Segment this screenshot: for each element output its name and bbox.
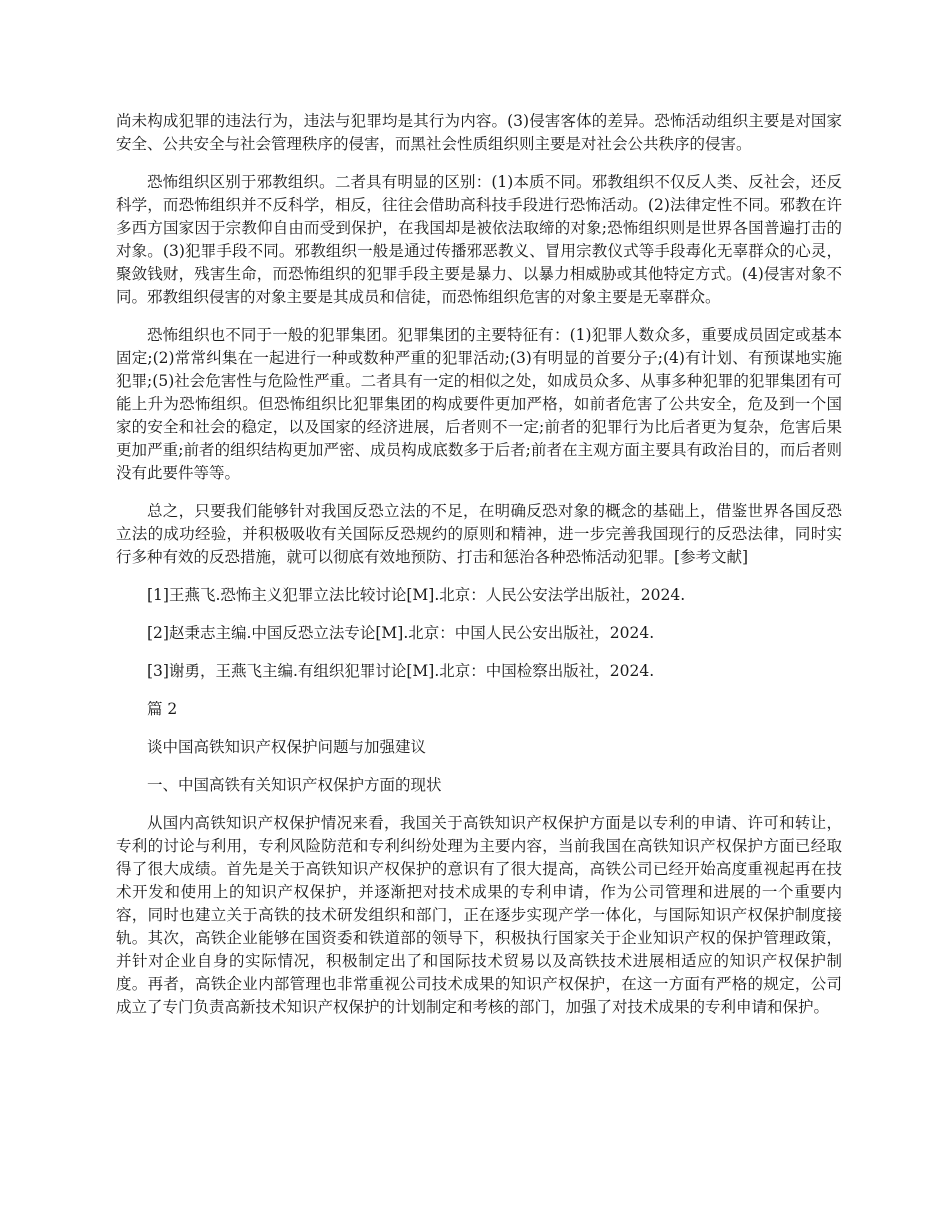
article-title: 谈中国高铁知识产权保护问题与加强建议 <box>147 738 427 756</box>
paragraph-continuation: 尚未构成犯罪的违法行为，违法与犯罪均是其行为内容。(3)侵害客体的差异。恐怖活动组织主要是对国家安全、公共安全与社会管理秩序的侵害，而黑社会性质组织则主要是对社会公共秩序的侵害。 <box>116 112 842 153</box>
reference-item: [3]谢勇，王燕飞主编.有组织犯罪讨论[M].北京：中国检察出版社，2024. <box>147 662 655 680</box>
body-paragraph: 从国内高铁知识产权保护情况来看，我国关于高铁知识产权保护方面是以专利的申请、许可和转让，专利的讨论与利用，专利风险防范和专利纠纷处理为主要内容，当前我国在高铁知识产权保护方面已经取得了很大成绩。首先是关于高铁知识产权保护的意识有了很大提高，高铁公司已经开始高度重视起再在技术开发和使用上的知识产权保护，并逐渐把对技术成果的专利申请，作为公司管理和进展的一个重要内容，同时也建立关于高铁的技术研发组织和部门，正在逐步实现产学一体化，与国际知识产权保护制度接轨。其次，高铁企业能够在国资委和铁道部的领导下，积极执行国家关于企业知识产权的保护管理政策，并针对企业自身的实际情况，积极制定出了和国际技术贸易以及高铁技术进展相适应的知识产权保护制度。再者，高铁企业内部管理也非常重视公司技术成果的知识产权保护，在这一方面有严格的规定，公司成立了专门负责高新技术知识产权保护的计划制定和考核的部门，加强了对技术成果的专利申请和保护。 <box>116 814 842 1016</box>
document-page <box>116 110 842 1034</box>
paragraph-criminal-group-comparison: 恐怖组织也不同于一般的犯罪集团。犯罪集团的主要特征有：(1)犯罪人数众多，重要成员固定或基本固定;(2)常常纠集在一起进行一种或数种严重的犯罪活动;(3)有明显的首要分子;(4)有计划、有预谋地实施犯罪;(5)社会危害性与危险性严重。二者具有一定的相似之处，如成员众多、从事多种犯罪的犯罪集团有可能上升为恐怖组织。但恐怖组织比犯罪集团的构成要件更加严格，如前者危害了公共安全，危及到一个国家的安全和社会的稳定，以及国家的经济进展，后者则不一定;前者的犯罪行为比后者更为复杂，危害后果更加严重;前者的组织结构更加严密、成员构成底数多于后者;前者在主观方面主要具有政治目的，而后者则没有此要件等等。 <box>116 326 842 482</box>
section-label: 篇 2 <box>147 700 178 718</box>
reference-item: [2]赵秉志主编.中国反恐立法专论[M].北京：中国人民公安出版社，2024. <box>147 624 655 642</box>
paragraph-cult-comparison: 恐怖组织区别于邪教组织。二者具有明显的区别：(1)本质不同。邪教组织不仅反人类、反社会，还反科学，而恐怖组织并不反科学，相反，往往会借助高科技手段进行恐怖活动。(2)法律定性不同。邪教在许多西方国家因于宗教仰自由而受到保护，在我国却是被依法取缔的对象;恐怖组织则是世界各国普遍打击的对象。(3)犯罪手段不同。邪教组织一般是通过传播邪恶教义、冒用宗教仪式等手段毒化无辜群众的心灵，聚敛钱财，残害生命，而恐怖组织的犯罪手段主要是暴力、以暴力相威胁或其他特定方式。(4)侵害对象不同。邪教组织侵害的对象主要是其成员和信徒，而恐怖组织危害的对象主要是无辜群众。 <box>116 173 842 306</box>
reference-item: [1]王燕飞.恐怖主义犯罪立法比较讨论[M].北京：人民公安法学出版社，2024. <box>147 586 686 604</box>
paragraph-conclusion: 总之，只要我们能够针对我国反恐立法的不足，在明确反恐对象的概念的基础上，借鉴世界各国反恐立法的成功经验，并积极吸收有关国际反恐规约的原则和精神，进一步完善我国现行的反恐法律，同时实行多种有效的反恐措施，就可以彻底有效地预防、打击和惩治各种恐怖活动犯罪。[参考文献] <box>116 502 842 566</box>
section-heading: 一、中国高铁有关知识产权保护方面的现状 <box>147 776 442 794</box>
